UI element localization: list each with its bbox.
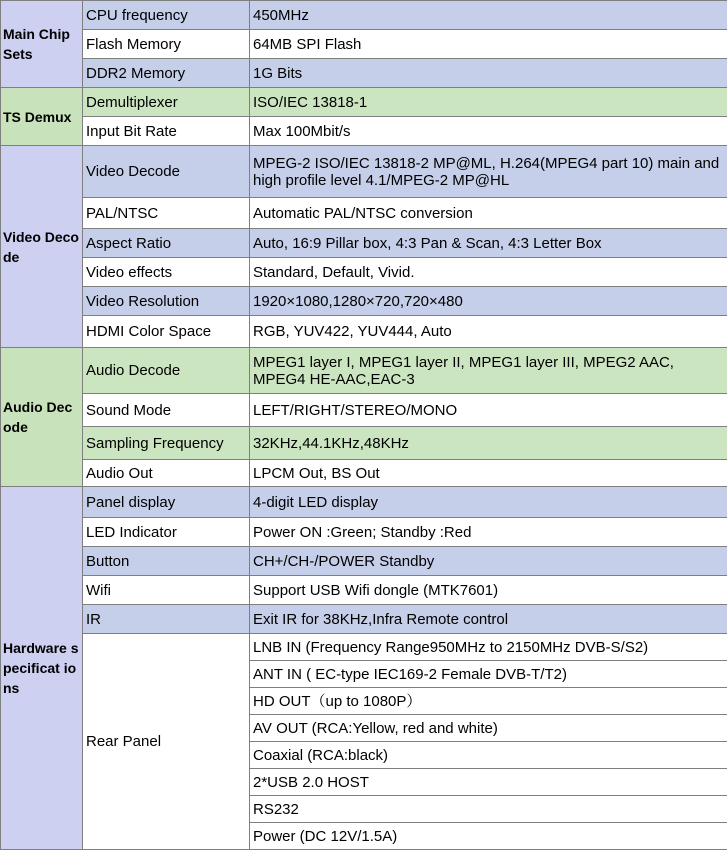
spec-value: Power ON :Green; Standby :Red [250, 518, 727, 547]
spec-value: Standard, Default, Vivid. [250, 258, 727, 287]
spec-label: LED Indicator [83, 518, 250, 547]
spec-value: LEFT/RIGHT/STEREO/MONO [250, 394, 727, 427]
spec-label: Input Bit Rate [83, 117, 250, 146]
spec-value: RGB, YUV422, YUV444, Auto [250, 316, 727, 348]
table-row [1, 198, 727, 229]
rear-panel-item: LNB IN (Frequency Range950MHz to 2150MHz DVB-S/S2) [250, 634, 727, 661]
table-row [1, 117, 727, 146]
spec-value: 1920×1080,1280×720,720×480 [250, 287, 727, 316]
spec-value: MPEG1 layer I, MPEG1 layer II, MPEG1 layer III, MPEG2 AAC, MPEG4 HE-AAC,EAC-3 [250, 348, 727, 394]
spec-label: Audio Out [83, 460, 250, 487]
section-hardware-specifications: Hardware specificat ions [1, 487, 83, 850]
spec-label: Sound Mode [83, 394, 250, 427]
spec-value: 450MHz [250, 1, 727, 30]
spec-label: Video Decode [83, 146, 250, 198]
rear-panel-item: RS232 [250, 796, 727, 823]
table-row [1, 258, 727, 287]
spec-label: DDR2 Memory [83, 59, 250, 88]
rear-panel-item: Power (DC 12V/1.5A) [250, 823, 727, 850]
spec-label: IR [83, 605, 250, 634]
spec-label: Button [83, 547, 250, 576]
rear-panel-item: AV OUT (RCA:Yellow, red and white) [250, 715, 727, 742]
section-ts-demux: TS Demux [1, 88, 83, 146]
spec-label: Sampling Frequency [83, 427, 250, 460]
table-row [1, 287, 727, 316]
spec-label: Audio Decode [83, 348, 250, 394]
rear-panel-item: HD OUT（up to 1080P） [250, 688, 727, 715]
spec-label: Aspect Ratio [83, 229, 250, 258]
section-video-decode: Video Decode [1, 146, 83, 348]
table-row [1, 59, 727, 88]
spec-value: 4-digit LED display [250, 487, 727, 518]
spec-value: LPCM Out, BS Out [250, 460, 727, 487]
spec-value: Max 100Mbit/s [250, 117, 727, 146]
section-audio-decode: Audio Decode [1, 348, 83, 487]
spec-value: 1G Bits [250, 59, 727, 88]
rear-panel-item: Coaxial (RCA:black) [250, 742, 727, 769]
spec-label-rear-panel: Rear Panel [83, 634, 250, 850]
rear-panel-item: 2*USB 2.0 HOST [250, 769, 727, 796]
table-row [1, 316, 727, 348]
spec-label: Panel display [83, 487, 250, 518]
spec-value: 64MB SPI Flash [250, 30, 727, 59]
spec-label: CPU frequency [83, 1, 250, 30]
spec-value: MPEG-2 ISO/IEC 13818-2 MP@ML, H.264(MPEG4 part 10) main and high profile level 4.1/MPEG-2 MP@HL [250, 146, 727, 198]
spec-label: PAL/NTSC [83, 198, 250, 229]
spec-value: ISO/IEC 13818-1 [250, 88, 727, 117]
table-row [1, 348, 727, 394]
table-row [1, 1, 727, 30]
spec-value: Exit IR for 38KHz,Infra Remote control [250, 605, 727, 634]
spec-label: HDMI Color Space [83, 316, 250, 348]
table-row [1, 394, 727, 427]
table-row [1, 427, 727, 460]
spec-value: Auto, 16:9 Pillar box, 4:3 Pan & Scan, 4:3 Letter Box [250, 229, 727, 258]
spec-value: CH+/CH-/POWER Standby [250, 547, 727, 576]
spec-value: Automatic PAL/NTSC conversion [250, 198, 727, 229]
spec-label: Flash Memory [83, 30, 250, 59]
spec-label: Demultiplexer [83, 88, 250, 117]
table-row [1, 547, 727, 576]
rear-panel-item: ANT IN ( EC-type IEC169-2 Female DVB-T/T2) [250, 661, 727, 688]
spec-value: Support USB Wifi dongle (MTK7601) [250, 576, 727, 605]
table-row [1, 634, 727, 661]
spec-label: Video effects [83, 258, 250, 287]
table-row [1, 88, 727, 117]
table-row [1, 460, 727, 487]
table-row [1, 30, 727, 59]
table-row [1, 487, 727, 518]
section-main-chip-sets: Main Chip Sets [1, 1, 83, 88]
spec-label: Video Resolution [83, 287, 250, 316]
spec-label: Wifi [83, 576, 250, 605]
table-row [1, 146, 727, 198]
table-row [1, 576, 727, 605]
spec-value: 32KHz,44.1KHz,48KHz [250, 427, 727, 460]
table-row [1, 229, 727, 258]
table-row [1, 605, 727, 634]
table-row [1, 518, 727, 547]
